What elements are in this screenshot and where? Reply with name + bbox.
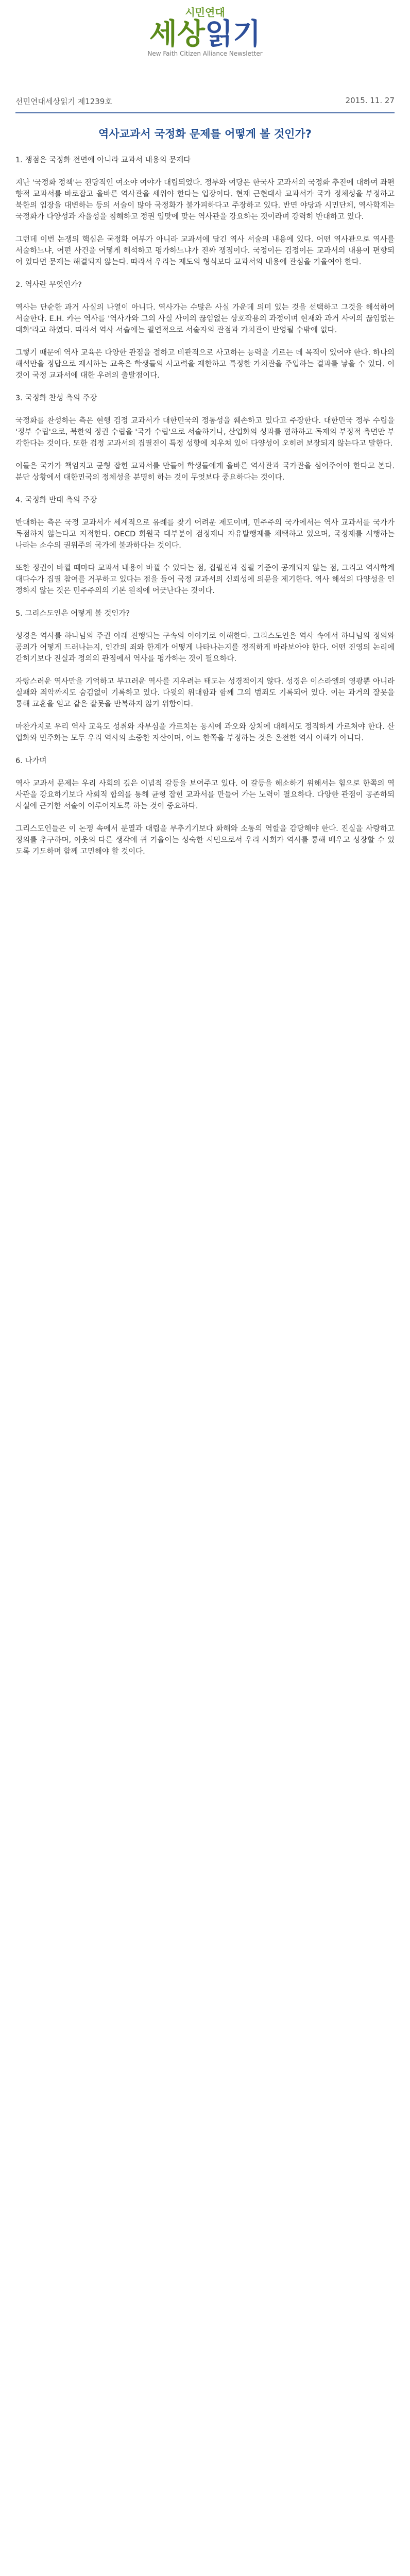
- article-body: [15, 155, 395, 2576]
- article-paragraph: 성경은 역사를 하나님의 주권 아래 진행되는 구속의 이야기로 이해한다. 그리스도인은 역사 속에서 하나님의 정의와 공의가 어떻게 드러나는지, 인간의 죄와 한계가 어떻게 나타나는지를 정직하게 바라보아야 한다. 어떤 진영의 논리에 갇히기보다 진실과 정의의 관점에서 역사를 평가하는 것이 필요하다.: [15, 632, 395, 663]
- issue-date: 2015. 11. 27: [345, 96, 395, 105]
- article-paragraph: 그렇기 때문에 역사 교육은 다양한 관점을 접하고 비판적으로 사고하는 능력을 기르는 데 목적이 있어야 한다. 하나의 해석만을 정답으로 제시하는 교육은 학생들의 사고력을 제한하고 특정한 가치관을 주입하는 결과를 낳을 수 있다. 이것이 국정 교과서에 대한 우려의 출발점이다.: [15, 349, 395, 380]
- logo-main-b: 읽기: [205, 18, 261, 51]
- article-paragraph: 지난 '국정화 정책'는 전당적인 여소야 여야가 대립되었다. 정부와 여당은 한국사 교과서의 국정화 추진에 대하여 좌편향적 교과서를 바로잡고 올바른 역사관을 세워야 한다는 입장이다. 현재 근현대사 교과서가 국가 정체성을 부정하고 북한의 입장을 대변하는 등의 서술이 많아 국정화가 불가피하다고 주장하고 있다. 반면 야당과 시민단체, 역사학계는 국정화가 다양성과 자율성을 침해하고 정권 입맛에 맞는 역사관을 강요하는 것이라며 강력히 반대하고 있다.: [15, 179, 395, 221]
- article-paragraph: 역사 교과서 문제는 우리 사회의 깊은 이념적 갈등을 보여주고 있다. 이 갈등을 해소하기 위해서는 힘으로 한쪽의 역사관을 강요하기보다 사회적 합의를 통해 균형 잡힌 교과서를 만들어 가는 노력이 필요하다. 다양한 관점이 공존하되 사실에 근거한 서술이 이루어지도록 하는 것이 중요하다.: [15, 779, 395, 810]
- logo-main-a: 세상: [149, 18, 205, 51]
- article-paragraph: 1. 쟁점은 국정화 전면에 아니라 교과서 내용의 문제다: [15, 156, 191, 164]
- article-paragraph: 마찬가지로 우리 역사 교육도 성취와 자부심을 가르치는 동시에 과오와 상처에 대해서도 정직하게 가르쳐야 한다. 산업화와 민주화는 모두 우리 역사의 소중한 자산이며, 어느 한쪽을 부정하는 것은 온전한 역사 이해가 아니다.: [15, 723, 395, 742]
- newsletter-header: [0, 0, 410, 93]
- article-paragraph: 국정화를 찬성하는 측은 현행 검정 교과서가 대한민국의 정통성을 훼손하고 있다고 주장한다. 대한민국 정부 수립을 '정부 수립'으로, 북한의 정권 수립을 '국가 수립'으로 서술하거나, 산업화의 성과를 폄하하고 독재의 부정적 측면만 부각한다는 것이다. 또한 검정 교과서의 집필진이 특정 성향에 치우쳐 있어 다양성이 오히려 보장되지 않는다고 말한다.: [15, 417, 395, 448]
- article-paragraph: 4. 국정화 반대 측의 주장: [15, 496, 97, 504]
- logo-subtitle: New Faith Citizen Alliance Newsletter: [147, 50, 263, 57]
- article-paragraph: 그런데 이번 논쟁의 핵심은 국정화 여부가 아니라 교과서에 담긴 역사 서술의 내용에 있다. 어떤 역사관으로 역사를 서술하느냐, 어떤 사건을 어떻게 해석하고 평가하느냐가 진짜 쟁점이다. 국정이든 검정이든 교과서의 내용이 편향되어 있다면 문제는 해결되지 않는다. 따라서 우리는 제도의 형식보다 교과서의 내용에 관심을 기울여야 한다.: [15, 235, 395, 266]
- article-paragraph: 그리스도인들은 이 논쟁 속에서 분열과 대립을 부추기기보다 화해와 소통의 역할을 감당해야 한다. 진실을 사랑하고 정의를 추구하며, 이웃의 다른 생각에 귀 기울이는 성숙한 시민으로서 우리 사회가 역사를 통해 배우고 성장할 수 있도록 기도하며 함께 고민해야 할 것이다.: [15, 825, 395, 856]
- article-paragraph: 6. 나가며: [15, 757, 47, 765]
- article-paragraph: 반대하는 측은 국정 교과서가 세계적으로 유례를 찾기 어려운 제도이며, 민주주의 국가에서는 역사 교과서를 국가가 독점하지 않는다고 지적한다. OECD 회원국 대부분이 검정제나 자유발행제를 채택하고 있으며, 국정제를 시행하는 나라는 소수의 권위주의 국가에 불과하다는 것이다.: [15, 519, 395, 550]
- article-paragraph: 이들은 국가가 책임지고 균형 잡힌 교과서를 만들어 학생들에게 올바른 역사관과 국가관을 심어주어야 한다고 본다. 분단 상황에서 대한민국의 정체성을 분명히 하는 것이 무엇보다 중요하다는 것이다.: [15, 462, 395, 482]
- issue-number: 선민연대세상읽기 제1239호: [15, 97, 112, 106]
- logo-main-text: [0, 19, 410, 50]
- article-paragraph: 자랑스러운 역사만을 기억하고 부끄러운 역사를 지우려는 태도는 성경적이지 않다. 성경은 이스라엘의 영광뿐 아니라 실패와 죄악까지도 숨김없이 기록하고 있다. 다윗의 위대함과 함께 그의 범죄도 기록되어 있다. 이는 과거의 잘못을 통해 교훈을 얻고 같은 잘못을 반복하지 않기 위함이다.: [15, 677, 395, 708]
- article-paragraph: 3. 국정화 찬성 측의 주장: [15, 394, 97, 402]
- article-paragraph: 역사는 단순한 과거 사실의 나열이 아니다. 역사가는 수많은 사실 가운데 의미 있는 것을 선택하고 그것을 해석하여 서술한다. E.H. 카는 역사를 '역사가와 그의 사실 사이의 끊임없는 상호작용의 과정이며 현재와 과거 사이의 끊임없는 대화'라고 하였다. 따라서 역사 서술에는 필연적으로 서술자의 관점과 가치관이 반영될 수밖에 없다.: [15, 303, 395, 334]
- article-paragraph: 5. 그리스도인은 어떻게 볼 것인가?: [15, 609, 130, 618]
- article-paragraph: 또한 정권이 바뀔 때마다 교과서 내용이 바뀔 수 있다는 점, 집필진과 집필 기준이 공개되지 않는 점, 그리고 역사학계 대다수가 집필 참여를 거부하고 있다는 점을 들어 국정 교과서의 신뢰성에 의문을 제기한다. 역사 해석의 다양성을 인정하지 않는 것은 민주주의의 기본 원칙에 어긋난다는 것이다.: [15, 564, 395, 595]
- issue-meta: [15, 96, 395, 109]
- newsletter-logo: [0, 4, 410, 57]
- article-paragraph: 2. 역사란 무엇인가?: [15, 281, 82, 289]
- header-divider: [15, 112, 395, 113]
- logo-top-text: 시민연대: [185, 6, 225, 19]
- article-title: 역사교과서 국정화 문제를 어떻게 볼 것인가?: [98, 128, 312, 140]
